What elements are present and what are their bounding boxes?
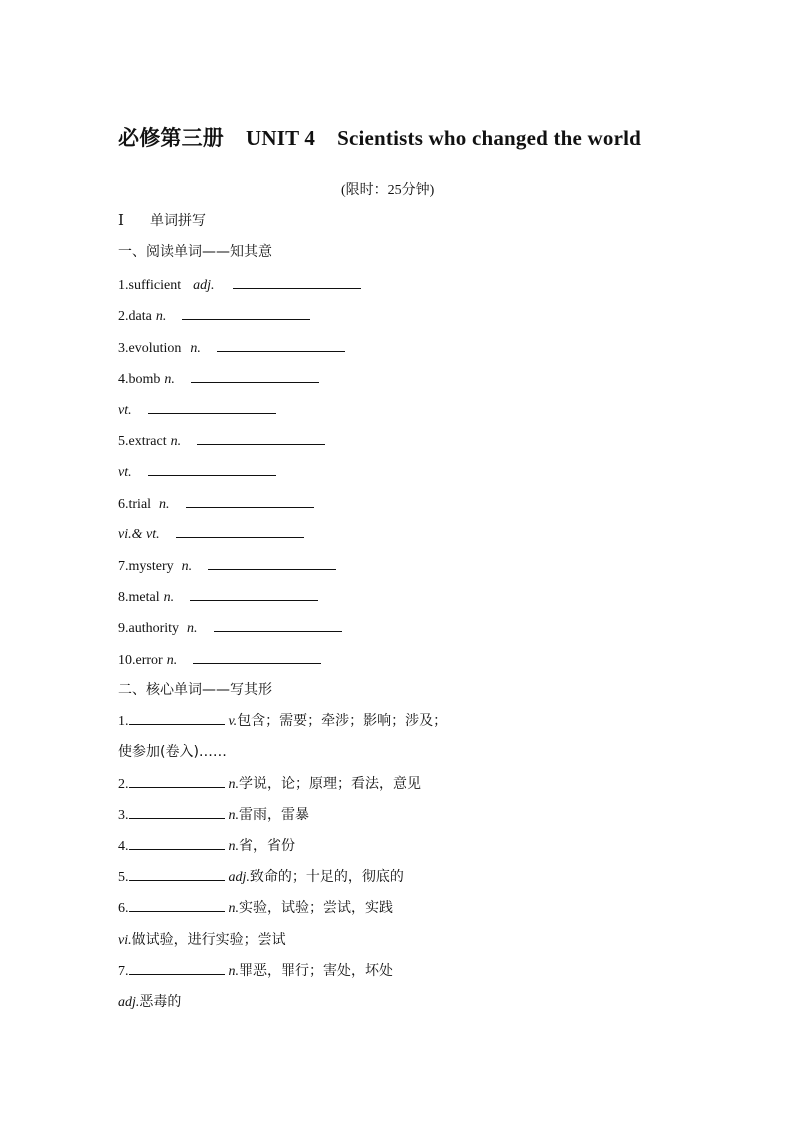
section-heading: [118, 210, 206, 230]
answer-blank[interactable]: [197, 430, 325, 445]
answer-blank[interactable]: [208, 555, 336, 570]
answer-blank[interactable]: [176, 523, 304, 538]
answer-blank[interactable]: [182, 305, 310, 320]
core-item-continued: adj.恶毒的: [118, 994, 182, 1010]
reading-item: vt.: [118, 399, 276, 419]
core-item: 3. n.雷雨，雷暴: [118, 804, 309, 824]
reading-item: vt.: [118, 461, 276, 481]
title-unit: UNIT 4: [246, 126, 316, 150]
answer-blank[interactable]: [214, 617, 342, 632]
title-book: 必修第三册: [118, 126, 224, 150]
answer-blank[interactable]: [129, 773, 225, 788]
answer-blank[interactable]: [129, 835, 225, 850]
reading-item: 4.bomb n.: [118, 368, 319, 388]
reading-item: 3.evolution n.: [118, 337, 345, 357]
core-item: 7. n.罪恶，罪行；害处，坏处: [118, 960, 393, 980]
answer-blank[interactable]: [217, 337, 345, 352]
core-item: 1. v.包含；需要；牵涉；影响；涉及；: [118, 710, 447, 730]
answer-blank[interactable]: [129, 866, 225, 881]
answer-blank[interactable]: [129, 960, 225, 975]
core-item-continued: vi.做试验，进行实验；尝试: [118, 932, 286, 948]
core-item: 2. n.学说，论；原理；看法，意见: [118, 773, 421, 793]
answer-blank[interactable]: [148, 461, 276, 476]
answer-blank[interactable]: [191, 368, 319, 383]
answer-blank[interactable]: [129, 804, 225, 819]
reading-item: 5.extract n.: [118, 430, 325, 450]
answer-blank[interactable]: [193, 649, 321, 664]
reading-item: 2.data n.: [118, 305, 310, 325]
answer-blank[interactable]: [148, 399, 276, 414]
answer-blank[interactable]: [233, 274, 361, 289]
answer-blank[interactable]: [129, 710, 225, 725]
reading-item: 6.trial n.: [118, 493, 314, 513]
time-limit: (限时：25分钟): [341, 183, 435, 198]
answer-blank[interactable]: [190, 586, 318, 601]
core-item-continued: 使参加(卷入)……: [118, 744, 227, 760]
section-label: 单词拼写: [150, 213, 206, 229]
reading-item: 8.metal n.: [118, 586, 318, 606]
part-two-heading: 二、核心单词——写其形: [118, 682, 272, 698]
title-topic: Scientists who changed the world: [337, 126, 642, 150]
part-one-heading: 一、阅读单词——知其意: [118, 244, 272, 260]
core-item: 6. n.实验，试验；尝试，实践: [118, 897, 393, 917]
core-item: 4. n.省，省份: [118, 835, 295, 855]
answer-blank[interactable]: [186, 493, 314, 508]
page-title: [118, 122, 641, 152]
answer-blank[interactable]: [129, 897, 225, 912]
reading-item: vi.& vt.: [118, 523, 304, 543]
core-item: 5. adj.致命的；十足的，彻底的: [118, 866, 404, 886]
reading-item: 1.sufficient adj.: [118, 274, 361, 294]
section-numeral: Ⅰ: [118, 213, 124, 229]
reading-item: 9.authority n.: [118, 617, 342, 637]
reading-item: 10.error n.: [118, 649, 321, 669]
reading-item: 7.mystery n.: [118, 555, 336, 575]
